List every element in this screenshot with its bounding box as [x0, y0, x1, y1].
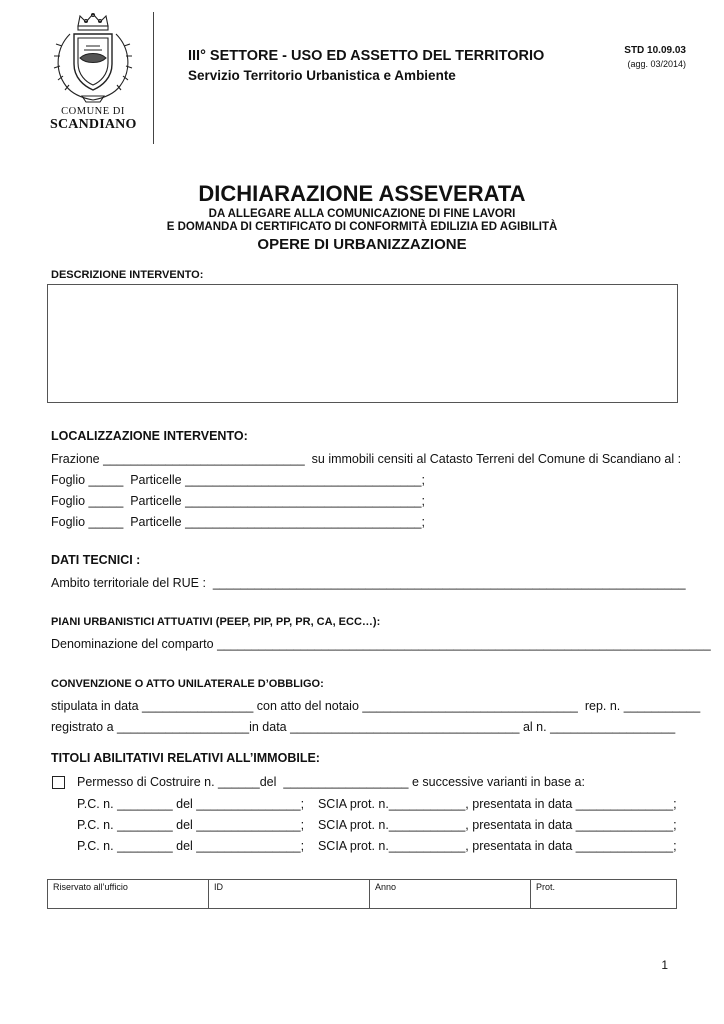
frazione-field[interactable]: Frazione _____________________________ su immobili censiti al Catasto Terreni del Comune di Scandiano al : — [51, 452, 682, 466]
stipulata-field[interactable]: stipulata in data ________________ con atto del notaio _______________________________ rep. n. ___________ — [51, 699, 701, 713]
localizzazione-label: LOCALIZZAZIONE INTERVENTO: — [51, 429, 248, 443]
permesso-costruire-checkbox[interactable] — [52, 776, 65, 789]
registrato-field[interactable]: registrato a ___________________in data _________________________________ al n. __________________ — [51, 720, 676, 734]
foglio-particelle-field[interactable]: Foglio _____ Particelle __________________________________; — [51, 473, 425, 487]
denominazione-comparto-field[interactable]: Denominazione del comparto _______________________________________________________________________ — [51, 637, 711, 651]
comune-coat-of-arms-logo — [48, 12, 138, 134]
ufficio-cell-anno[interactable]: Anno — [370, 880, 531, 909]
ufficio-cell-prot[interactable]: Prot. — [531, 880, 677, 909]
pc-scia-field[interactable]: P.C. n. ________ del _______________; SCIA prot. n.___________, presentata in data ______________; — [77, 818, 677, 832]
sector-title: III° SETTORE - USO ED ASSETTO DEL TERRITORIO — [188, 48, 545, 64]
page-number: 1 — [661, 958, 668, 972]
ufficio-cell-riservato: Riservato all’ufficio — [48, 880, 209, 909]
logo-text-scandiano: SCANDIANO — [50, 117, 137, 132]
document-title: DICHIARAZIONE ASSEVERATA — [198, 181, 526, 206]
piani-urbanistici-label: PIANI URBANISTICI ATTUATIVI (PEEP, PIP, PP, PR, CA, ECC…): — [51, 616, 381, 628]
ufficio-cell-id[interactable]: ID — [209, 880, 370, 909]
table-row — [48, 880, 677, 909]
std-update: (agg. 03/2014) — [627, 59, 686, 69]
riservato-ufficio-table — [47, 879, 677, 909]
dati-tecnici-label: DATI TECNICI : — [51, 553, 141, 567]
pc-scia-field[interactable]: P.C. n. ________ del _______________; SCIA prot. n.___________, presentata in data ______________; — [77, 797, 677, 811]
convenzione-label: CONVENZIONE O ATTO UNILATERALE D’OBBLIGO: — [51, 678, 324, 690]
ambito-rue-field[interactable]: Ambito territoriale del RUE : ____________________________________________________________________ — [51, 576, 686, 590]
descrizione-label: DESCRIZIONE INTERVENTO: — [51, 269, 204, 281]
document-subtitle-1: DA ALLEGARE ALLA COMUNICAZIONE DI FINE LAVORI — [208, 208, 516, 220]
header-divider — [153, 12, 154, 144]
std-code: STD 10.09.03 — [624, 45, 686, 56]
logo-text-comune: COMUNE DI — [61, 106, 125, 117]
descrizione-textarea[interactable] — [47, 284, 678, 403]
descrizione-value — [48, 285, 677, 293]
pc-scia-field[interactable]: P.C. n. ________ del _______________; SCIA prot. n.___________, presentata in data ______________; — [77, 839, 677, 853]
service-title: Servizio Territorio Urbanistica e Ambiente — [188, 68, 456, 83]
titoli-abilitativi-label: TITOLI ABILITATIVI RELATIVI ALL’IMMOBILE: — [51, 751, 320, 765]
foglio-particelle-field[interactable]: Foglio _____ Particelle __________________________________; — [51, 494, 425, 508]
permesso-costruire-field[interactable]: Permesso di Costruire n. ______del __________________ e successive varianti in base a: — [77, 775, 585, 789]
document-subtitle-3: OPERE DI URBANIZZAZIONE — [257, 236, 467, 253]
document-subtitle-2: E DOMANDA DI CERTIFICATO DI CONFORMITÀ EDILIZIA ED AGIBILITÀ — [166, 221, 558, 233]
foglio-particelle-field[interactable]: Foglio _____ Particelle __________________________________; — [51, 515, 425, 529]
